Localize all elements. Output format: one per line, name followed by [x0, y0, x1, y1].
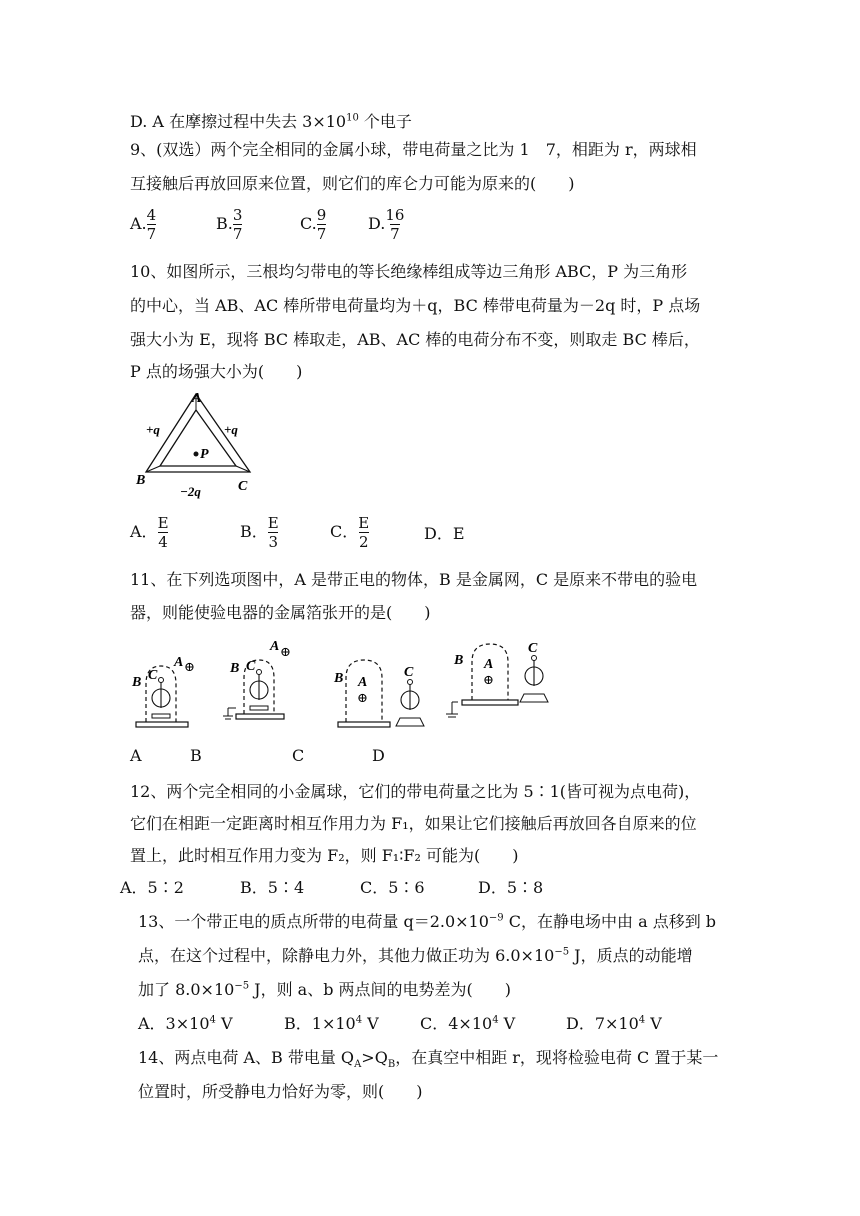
q8-option-d: D. A 在摩擦过程中失去 $3\times 10^{10}$ 个电子 [130, 112, 412, 131]
q9-option-c: C. $\frac{9}{7}$ [300, 206, 327, 243]
q9-text-line2: 互接触后再放回原来位置，则它们的库仑力可能为原来的( ) [130, 174, 575, 193]
q10-text-line3: 强大小为 E，现将 BC 棒取走，AB、AC 棒的电荷分布不变，则取走 BC 棒后， [130, 330, 700, 349]
fig-a-label-b: B [132, 675, 142, 690]
q12-option-d: D．5∶8 [478, 878, 544, 897]
q13-option-a: A．$3\times 10^4$ V [138, 1014, 233, 1033]
fig-c-label-b: B [334, 671, 344, 686]
q9-text-line1: 9、(双选）两个完全相同的金属小球，带电荷量之比为 1 7，相距为 r，两球相 [130, 140, 697, 159]
fig-d-plus-icon: ⊕ [483, 672, 494, 687]
figure-d [446, 641, 548, 717]
q11-text-line1: 11、在下列选项图中，A 是带正电的物体，B 是金属网，C 是原来不带电的验电 [130, 570, 698, 589]
q11-text-line2: 器，则能使验电器的金属箔张开的是( ) [130, 603, 431, 622]
q13-text-line3: 加了 $8.0\times 10^{-5}$ J，则 a、b 两点间的电势差为( ) [138, 980, 512, 999]
fig-c-label-a: A [358, 675, 368, 690]
vertex-b-label: B [136, 473, 146, 488]
bottom-charge-label: −2q [180, 484, 201, 499]
q13-text-line1: 13、一个带正电的质点所带的电荷量 $q=2.0\times 10^{-9}$ C，在静电场中由 a 点移到 b [138, 912, 717, 931]
fig-a-label-a: A [174, 655, 184, 670]
q10-option-b: B． $\frac{E}{3}$ [240, 514, 279, 551]
q11-option-label-d: D [372, 746, 385, 765]
right-charge-label: +q [224, 422, 238, 437]
fig-c-label-c: C [404, 665, 414, 680]
fig-b-label-a: A [270, 639, 280, 654]
figure-a [131, 655, 195, 727]
q13-option-d: D．$7\times 10^4$ V [566, 1014, 662, 1033]
q9-option-a: A. $\frac{4}{7}$ [130, 206, 157, 243]
q12-text-line3: 置上，此时相互作用力变为 F₂，则 F₁∶F₂ 可能为( ) [130, 846, 519, 865]
vertex-c-label: C [238, 479, 248, 494]
q11-option-label-c: C [292, 746, 305, 765]
q10-text-line2: 的中心，当 AB、AC 棒所带电荷量均为＋q，BC 棒带电荷量为－2q 时，P 点场 [130, 296, 701, 315]
q13-option-b: B．$1\times 10^4$ V [284, 1014, 379, 1033]
q12-text-line2: 它们在相距一定距离时相互作用力为 F₁，如果让它们接触后再放回各自原来的位 [130, 814, 697, 833]
q11-option-label-a: A [130, 746, 142, 765]
q12-option-a: A．5∶2 [120, 878, 184, 897]
q9-option-b: B. $\frac{3}{7}$ [216, 206, 243, 243]
fig-b-plus-icon: ⊕ [280, 644, 291, 659]
vertex-a-label: A [192, 391, 202, 406]
q12-option-c: C．5∶6 [360, 878, 425, 897]
q14-text-line1: 14、两点电荷 A、B 带电量 $Q_A>Q_B$，在真空中相距 r，现将检验电荷 C 置于某一 [138, 1048, 719, 1071]
q10-text-line1: 10、如图所示，三根均匀带电的等长绝缘棒组成等边三角形 ABC，P 为三角形 [130, 262, 688, 281]
fig-a-plus-icon: ⊕ [184, 659, 195, 674]
fig-c-plus-icon: ⊕ [357, 690, 368, 705]
left-charge-label: +q [146, 422, 160, 437]
fig-d-label-c: C [528, 641, 538, 656]
q13-text-line2: 点，在这个过程中，除静电力外，其他力做正功为 $6.0\times 10^{-5}$ J，质点的动能增 [138, 946, 693, 965]
q11-option-label-b: B [190, 746, 202, 765]
q9-option-d: D. $\frac{16}{7}$ [368, 206, 405, 243]
fig-a-label-c: C [148, 668, 158, 683]
electroscope-figures [128, 636, 558, 736]
q10-option-a: A． $\frac{E}{4}$ [130, 514, 169, 551]
q10-text-line4: P 点的场强大小为( ) [130, 362, 303, 381]
q12-text-line1: 12、两个完全相同的小金属球，它们的带电荷量之比为 5∶1(皆可视为点电荷)， [130, 782, 701, 801]
fig-d-label-a: A [484, 657, 494, 672]
figure-b [223, 639, 291, 719]
point-p-label: P [200, 447, 209, 462]
q12-option-b: B．5∶4 [240, 878, 305, 897]
q13-option-c: C．$4\times 10^4$ V [420, 1014, 516, 1033]
fig-b-label-b: B [230, 661, 240, 676]
q10-option-c: C． $\frac{E}{2}$ [330, 514, 370, 551]
triangle-figure [128, 386, 268, 506]
fig-d-label-b: B [454, 653, 464, 668]
figure-c [333, 660, 424, 727]
fig-b-label-c: C [246, 659, 256, 674]
q10-option-d: D．E [424, 524, 465, 543]
q14-text-line2: 位置时，所受静电力恰好为零，则( ) [138, 1082, 423, 1101]
